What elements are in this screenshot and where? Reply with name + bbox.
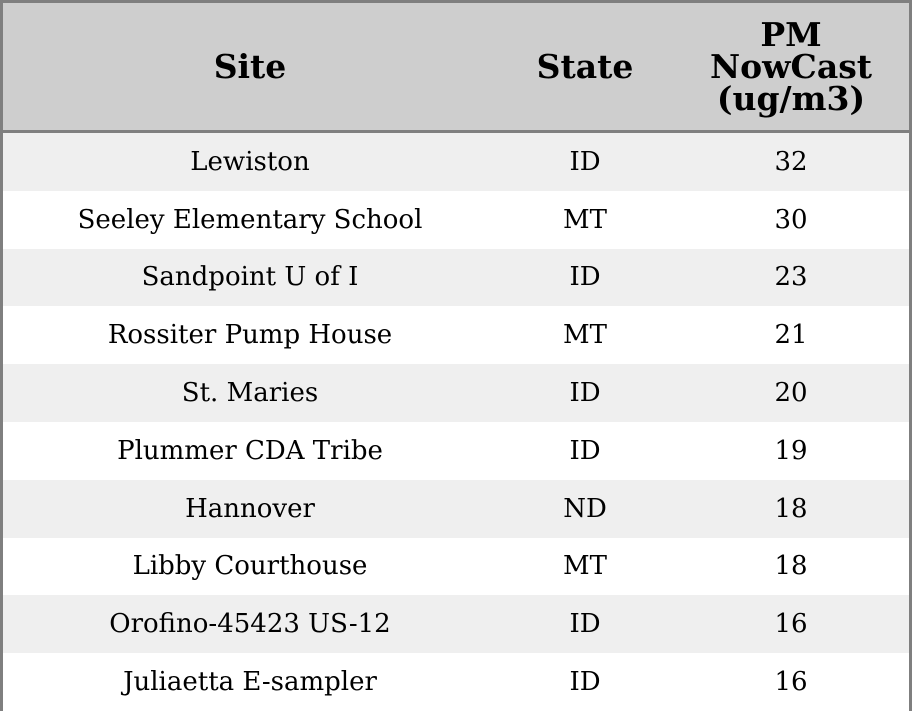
cell-state: MT [563, 551, 607, 582]
header-pm-nowcast [673, 3, 909, 130]
table-row [3, 422, 909, 480]
table-row [3, 595, 909, 653]
table-row [3, 364, 909, 422]
cell-state: ID [569, 146, 601, 177]
cell-state: MT [563, 320, 607, 351]
cell-site: Sandpoint U of I [141, 262, 359, 293]
cell-state: ID [569, 667, 601, 698]
cell-site: Seeley Elementary School [77, 204, 423, 235]
cell-state: MT [563, 204, 607, 235]
cell-pm-value: 30 [774, 204, 808, 235]
table-row [3, 191, 909, 249]
cell-pm-value: 23 [774, 262, 808, 293]
cell-site: Hannover [185, 493, 315, 524]
cell-pm-value: 18 [774, 493, 808, 524]
cell-pm-value: 32 [774, 146, 808, 177]
cell-site: St. Maries [181, 378, 319, 409]
cell-state: ID [569, 378, 601, 409]
header-pm-label: PM NowCast (ug/m3) [709, 14, 873, 118]
header-state [497, 3, 673, 130]
cell-pm-value: 20 [774, 378, 808, 409]
table-row [3, 653, 909, 711]
cell-site: Rossiter Pump House [107, 320, 393, 351]
cell-pm-value: 19 [774, 435, 808, 466]
header-site-label: Site [213, 46, 287, 86]
cell-state: ID [569, 262, 601, 293]
table-row [3, 133, 909, 191]
table-row [3, 538, 909, 596]
cell-site: Lewiston [190, 146, 310, 177]
table-body [3, 133, 909, 711]
table-row [3, 306, 909, 364]
table-header [3, 3, 909, 133]
cell-pm-value: 18 [774, 551, 808, 582]
cell-state: ID [569, 609, 601, 640]
table-row [3, 480, 909, 538]
cell-site: Juliaetta E-sampler [123, 667, 377, 698]
cell-pm-value: 21 [774, 320, 808, 351]
table-row [3, 249, 909, 307]
cell-pm-value: 16 [774, 667, 808, 698]
cell-state: ND [563, 493, 607, 524]
cell-state: ID [569, 435, 601, 466]
cell-site: Libby Courthouse [132, 551, 368, 582]
header-state-label: State [536, 46, 634, 86]
cell-site: Plummer CDA Tribe [117, 435, 383, 466]
cell-site: Orofino-45423 US-12 [109, 609, 391, 640]
header-site [3, 3, 497, 130]
cell-pm-value: 16 [774, 609, 808, 640]
